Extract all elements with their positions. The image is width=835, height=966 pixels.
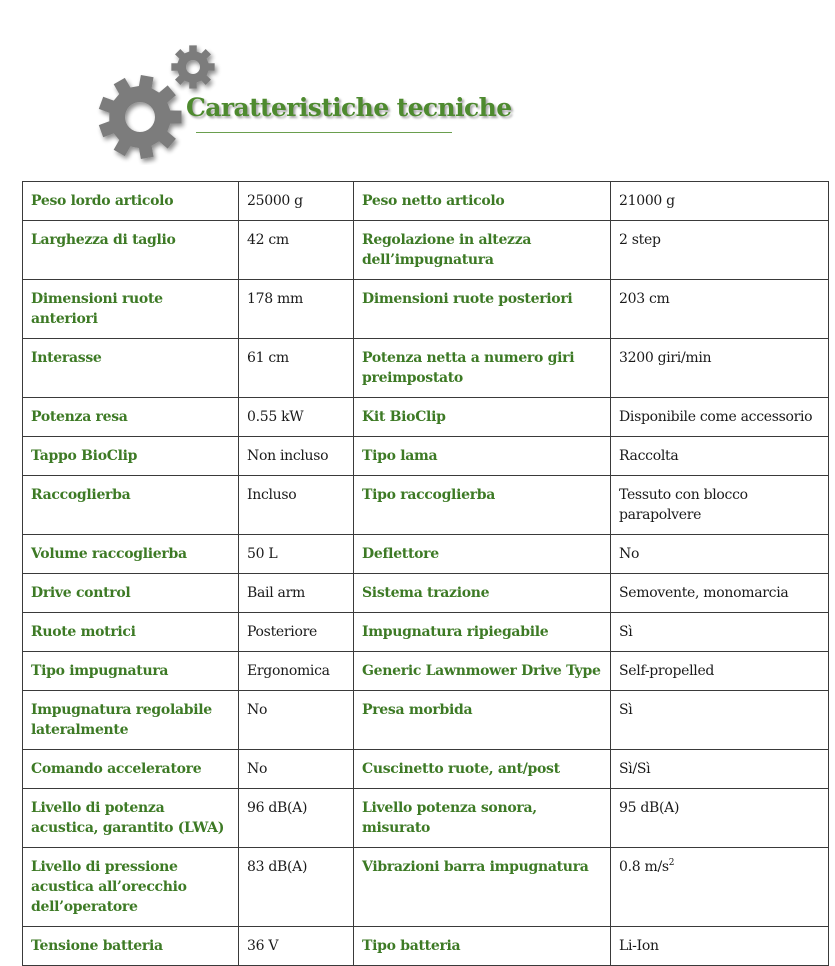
spec-value-text: Non incluso — [247, 448, 329, 464]
spec-label: Tipo raccoglierba — [354, 476, 611, 535]
spec-value — [611, 221, 829, 280]
table-row — [23, 280, 829, 339]
spec-value — [239, 437, 354, 476]
spec-value-text: Self-propelled — [619, 663, 715, 679]
spec-value-text: 95 dB(A) — [619, 800, 680, 816]
spec-label: Peso netto articolo — [354, 182, 611, 221]
spec-value-text: 0.8 m/s — [619, 859, 669, 875]
specs-table — [22, 181, 829, 966]
spec-value — [611, 476, 829, 535]
spec-value-text: 42 cm — [247, 232, 289, 248]
spec-value — [239, 652, 354, 691]
spec-label: Dimensioni ruote anteriori — [23, 280, 239, 339]
table-row — [23, 652, 829, 691]
table-row — [23, 691, 829, 750]
spec-label: Comando acceleratore — [23, 750, 239, 789]
table-row — [23, 848, 829, 927]
spec-value — [611, 652, 829, 691]
spec-value-text: Disponibile come accessorio — [619, 409, 813, 425]
spec-value-text: 25000 g — [247, 193, 303, 209]
spec-value-text: 178 mm — [247, 291, 303, 307]
spec-value — [239, 280, 354, 339]
spec-label: Livello di pressione acustica all’orecchio dell’operatore — [23, 848, 239, 927]
spec-value — [611, 437, 829, 476]
spec-label: Impugnatura regolabile lateralmente — [23, 691, 239, 750]
spec-header — [0, 0, 835, 180]
spec-label: Volume raccoglierba — [23, 535, 239, 574]
spec-value — [611, 535, 829, 574]
spec-label: Ruote motrici — [23, 613, 239, 652]
spec-value-text: Tessuto con blocco parapolvere — [619, 487, 748, 523]
spec-value — [611, 613, 829, 652]
spec-value-text: No — [619, 546, 640, 562]
table-row — [23, 535, 829, 574]
page-title: Caratteristiche tecniche — [186, 93, 512, 122]
spec-label: Livello di potenza acustica, garantito (LWA) — [23, 789, 239, 848]
spec-value — [239, 182, 354, 221]
spec-value-text: 50 L — [247, 546, 278, 562]
spec-value-text: 3200 giri/min — [619, 350, 712, 366]
table-row — [23, 437, 829, 476]
spec-label: Kit BioClip — [354, 398, 611, 437]
table-row — [23, 789, 829, 848]
spec-label: Peso lordo articolo — [23, 182, 239, 221]
spec-value-text: 61 cm — [247, 350, 289, 366]
spec-value — [611, 789, 829, 848]
title-underline — [196, 132, 452, 133]
spec-label: Tipo impugnatura — [23, 652, 239, 691]
spec-label: Regolazione in altezza dell’impugnatura — [354, 221, 611, 280]
table-row — [23, 927, 829, 966]
spec-label: Potenza netta a numero giri preimpostato — [354, 339, 611, 398]
spec-label: Cuscinetto ruote, ant/post — [354, 750, 611, 789]
spec-value — [611, 280, 829, 339]
spec-value — [239, 535, 354, 574]
spec-value — [611, 182, 829, 221]
spec-label: Vibrazioni barra impugnatura — [354, 848, 611, 927]
spec-value-text: 83 dB(A) — [247, 859, 308, 875]
spec-label: Larghezza di taglio — [23, 221, 239, 280]
table-row — [23, 339, 829, 398]
spec-value-text: Raccolta — [619, 448, 679, 464]
spec-value-text: 36 V — [247, 938, 279, 954]
table-row — [23, 574, 829, 613]
spec-label: Livello potenza sonora, misurato — [354, 789, 611, 848]
spec-value — [611, 339, 829, 398]
spec-value — [239, 221, 354, 280]
spec-value — [239, 848, 354, 927]
spec-value — [239, 339, 354, 398]
spec-value-text: Sì — [619, 624, 633, 640]
spec-value-text: 0.55 kW — [247, 409, 304, 425]
spec-value — [239, 927, 354, 966]
table-row — [23, 221, 829, 280]
spec-value — [239, 398, 354, 437]
spec-value-text: Semovente, monomarcia — [619, 585, 789, 601]
spec-value-text: Sì/Sì — [619, 761, 651, 777]
spec-label: Drive control — [23, 574, 239, 613]
spec-value — [239, 789, 354, 848]
spec-label: Dimensioni ruote posteriori — [354, 280, 611, 339]
table-row — [23, 398, 829, 437]
spec-label: Deflettore — [354, 535, 611, 574]
spec-label: Impugnatura ripiegabile — [354, 613, 611, 652]
spec-label: Tipo batteria — [354, 927, 611, 966]
spec-value-text: Posteriore — [247, 624, 317, 640]
spec-value-text: Bail arm — [247, 585, 305, 601]
spec-value-text: No — [247, 702, 268, 718]
spec-value-superscript: 2 — [668, 858, 675, 868]
table-row — [23, 750, 829, 789]
table-row — [23, 613, 829, 652]
spec-value-text: Ergonomica — [247, 663, 330, 679]
spec-value-text: Li-Ion — [619, 938, 659, 954]
spec-label: Tipo lama — [354, 437, 611, 476]
table-row — [23, 476, 829, 535]
spec-value — [611, 927, 829, 966]
spec-value — [611, 691, 829, 750]
spec-value-text: No — [247, 761, 268, 777]
spec-label: Sistema trazione — [354, 574, 611, 613]
spec-value-text: Sì — [619, 702, 633, 718]
spec-value — [239, 613, 354, 652]
spec-value — [239, 750, 354, 789]
spec-value-text: Incluso — [247, 487, 297, 503]
spec-label: Presa morbida — [354, 691, 611, 750]
spec-label: Generic Lawnmower Drive Type — [354, 652, 611, 691]
spec-value-text: 96 dB(A) — [247, 800, 308, 816]
spec-value — [611, 398, 829, 437]
spec-value — [611, 574, 829, 613]
spec-label: Tensione batteria — [23, 927, 239, 966]
spec-value — [611, 848, 829, 927]
spec-label: Raccoglierba — [23, 476, 239, 535]
spec-value — [611, 750, 829, 789]
table-row — [23, 182, 829, 221]
spec-label: Interasse — [23, 339, 239, 398]
spec-value-text: 2 step — [619, 232, 661, 248]
spec-value-text: 21000 g — [619, 193, 675, 209]
spec-label: Tappo BioClip — [23, 437, 239, 476]
spec-value — [239, 476, 354, 535]
spec-value-text: 203 cm — [619, 291, 670, 307]
spec-label: Potenza resa — [23, 398, 239, 437]
spec-value — [239, 574, 354, 613]
spec-value — [239, 691, 354, 750]
